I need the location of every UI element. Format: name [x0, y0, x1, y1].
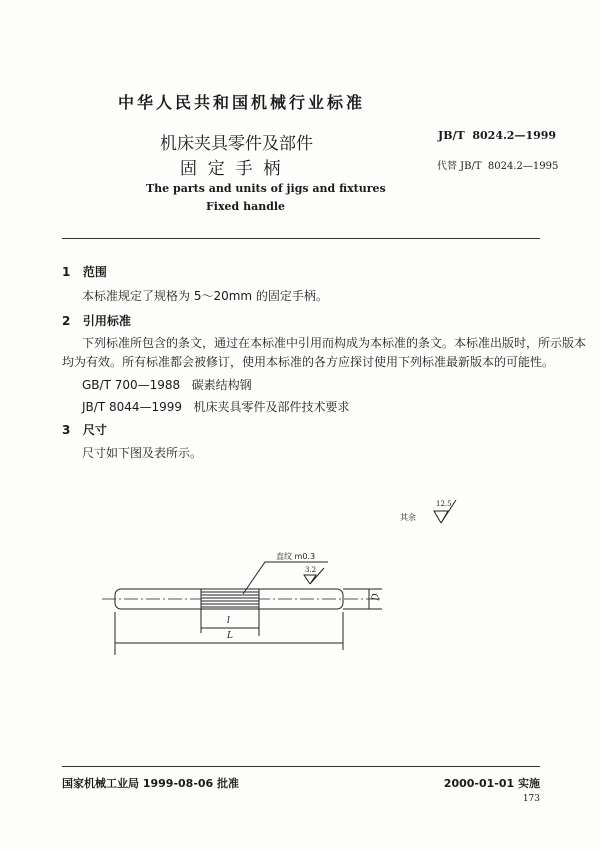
title-en-line1: The parts and units of jigs and fixtures [146, 182, 386, 195]
section-2-text-line2: 均为有效。所有标准都会被修订，使用本标准的各方应探讨使用下列标准最新版本的可能性。 [62, 355, 555, 369]
reference-code: GB/T 700—1988 [82, 378, 181, 392]
title-en-line2: Fixed handle [206, 200, 286, 213]
knurl-roughness: 3.2 [305, 566, 317, 574]
knurl-pattern [201, 589, 259, 609]
section-title: 尺寸 [82, 423, 107, 437]
dim-L-label: L [227, 631, 233, 641]
section-title: 引用标准 [82, 314, 131, 328]
section-title: 范围 [82, 265, 107, 279]
title-cn-line2: 固 定 手 柄 [180, 159, 281, 179]
section-number: 3 [62, 423, 71, 437]
industry-standard-heading: 中华人民共和国机械行业标准 [118, 93, 366, 112]
dim-l-label: l [227, 616, 230, 626]
remaining-roughness-value: 12.5 [436, 500, 452, 508]
knurl-note: 直纹 m0.3 [276, 552, 316, 561]
section-number: 2 [62, 314, 71, 328]
section-number: 1 [62, 265, 71, 279]
section-1-text: 本标准规定了规格为 5～20mm 的固定手柄。 [82, 289, 328, 303]
title-cn-line1: 机床夹具零件及部件 [160, 134, 313, 154]
dim-D-label: D [371, 593, 382, 601]
reference-title: 碳素结构钢 [191, 378, 252, 392]
footer-divider [62, 766, 540, 767]
section-3-text: 尺寸如下图及表所示。 [82, 446, 203, 460]
standard-number: JB/T 8024.2—1999 [438, 129, 557, 142]
section-2-text-line1: 下列标准所包含的条文，通过在本标准中引用而构成为本标准的条文。本标准出版时，所示版本 [82, 336, 587, 350]
replaces-standard: 代替 JB/T 8024.2—1995 [437, 161, 559, 172]
page-number: 173 [522, 794, 540, 804]
reference-code: JB/T 8044—1999 [82, 400, 183, 414]
reference-title: 机床夹具零件及部件技术要求 [193, 400, 350, 414]
implementation-date: 2000-01-01 实施 [443, 777, 540, 790]
approval-info: 国家机械工业局 1999-08-06 批准 [62, 777, 240, 790]
remaining-roughness-label: 其余 [400, 513, 416, 522]
